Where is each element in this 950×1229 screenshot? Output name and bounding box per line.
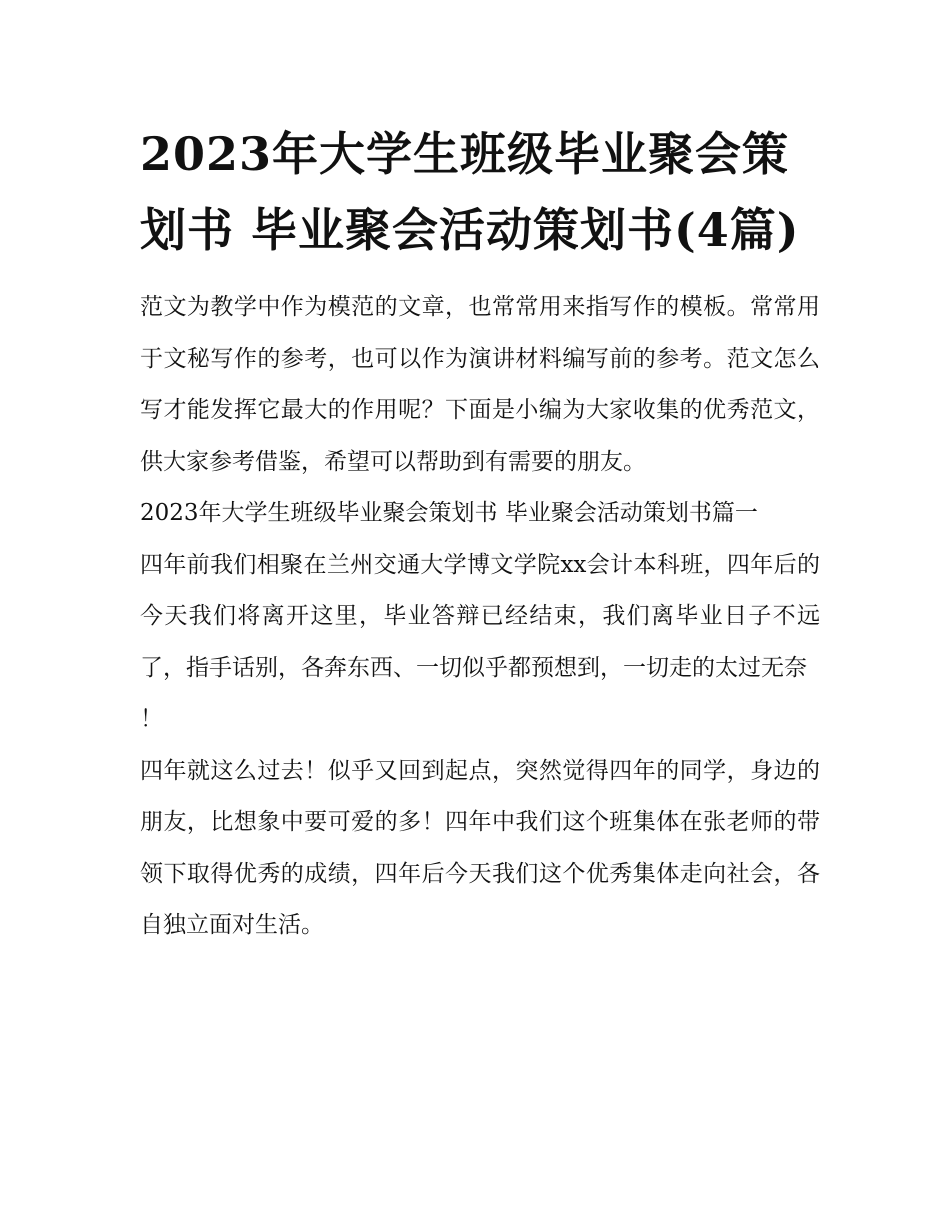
paragraph-four-years: 四年就这么过去！似乎又回到起点，突然觉得四年的同学，身边的朋友，比想象中要可爱的多！四年中我们这个班集体在张老师的带领下取得优秀的成绩，四年后今天我们这个优秀集体走向社会，各自独立面对生活。 xyxy=(140,757,820,938)
section-heading: 2023年大学生班级毕业聚会策划书 毕业聚会活动策划书篇一 xyxy=(140,500,758,526)
paragraph-intro: 范文为教学中作为模范的文章，也常常用来指写作的模板。常常用于文秘写作的参考，也可以作为演讲材料编写前的参考。范文怎么写才能发挥它最大的作用呢？下面是小编为大家收集的优秀范文，供大家参考借鉴，希望可以帮助到有需要的朋友。 xyxy=(140,294,820,475)
document-body xyxy=(140,282,820,952)
paragraph-exclamation: ！ xyxy=(140,706,163,732)
paragraph-farewell: 四年前我们相聚在兰州交通大学博文学院xx会计本科班，四年后的今天我们将离开这里，毕业答辩已经结束，我们离毕业日子不远了，指手话别，各奔东西、一切似乎都预想到，一切走的太过无奈 xyxy=(140,551,820,681)
document-page xyxy=(140,116,820,952)
document-title: 2023年大学生班级毕业聚会策划书 毕业聚会活动策划书(4篇) xyxy=(140,127,800,257)
